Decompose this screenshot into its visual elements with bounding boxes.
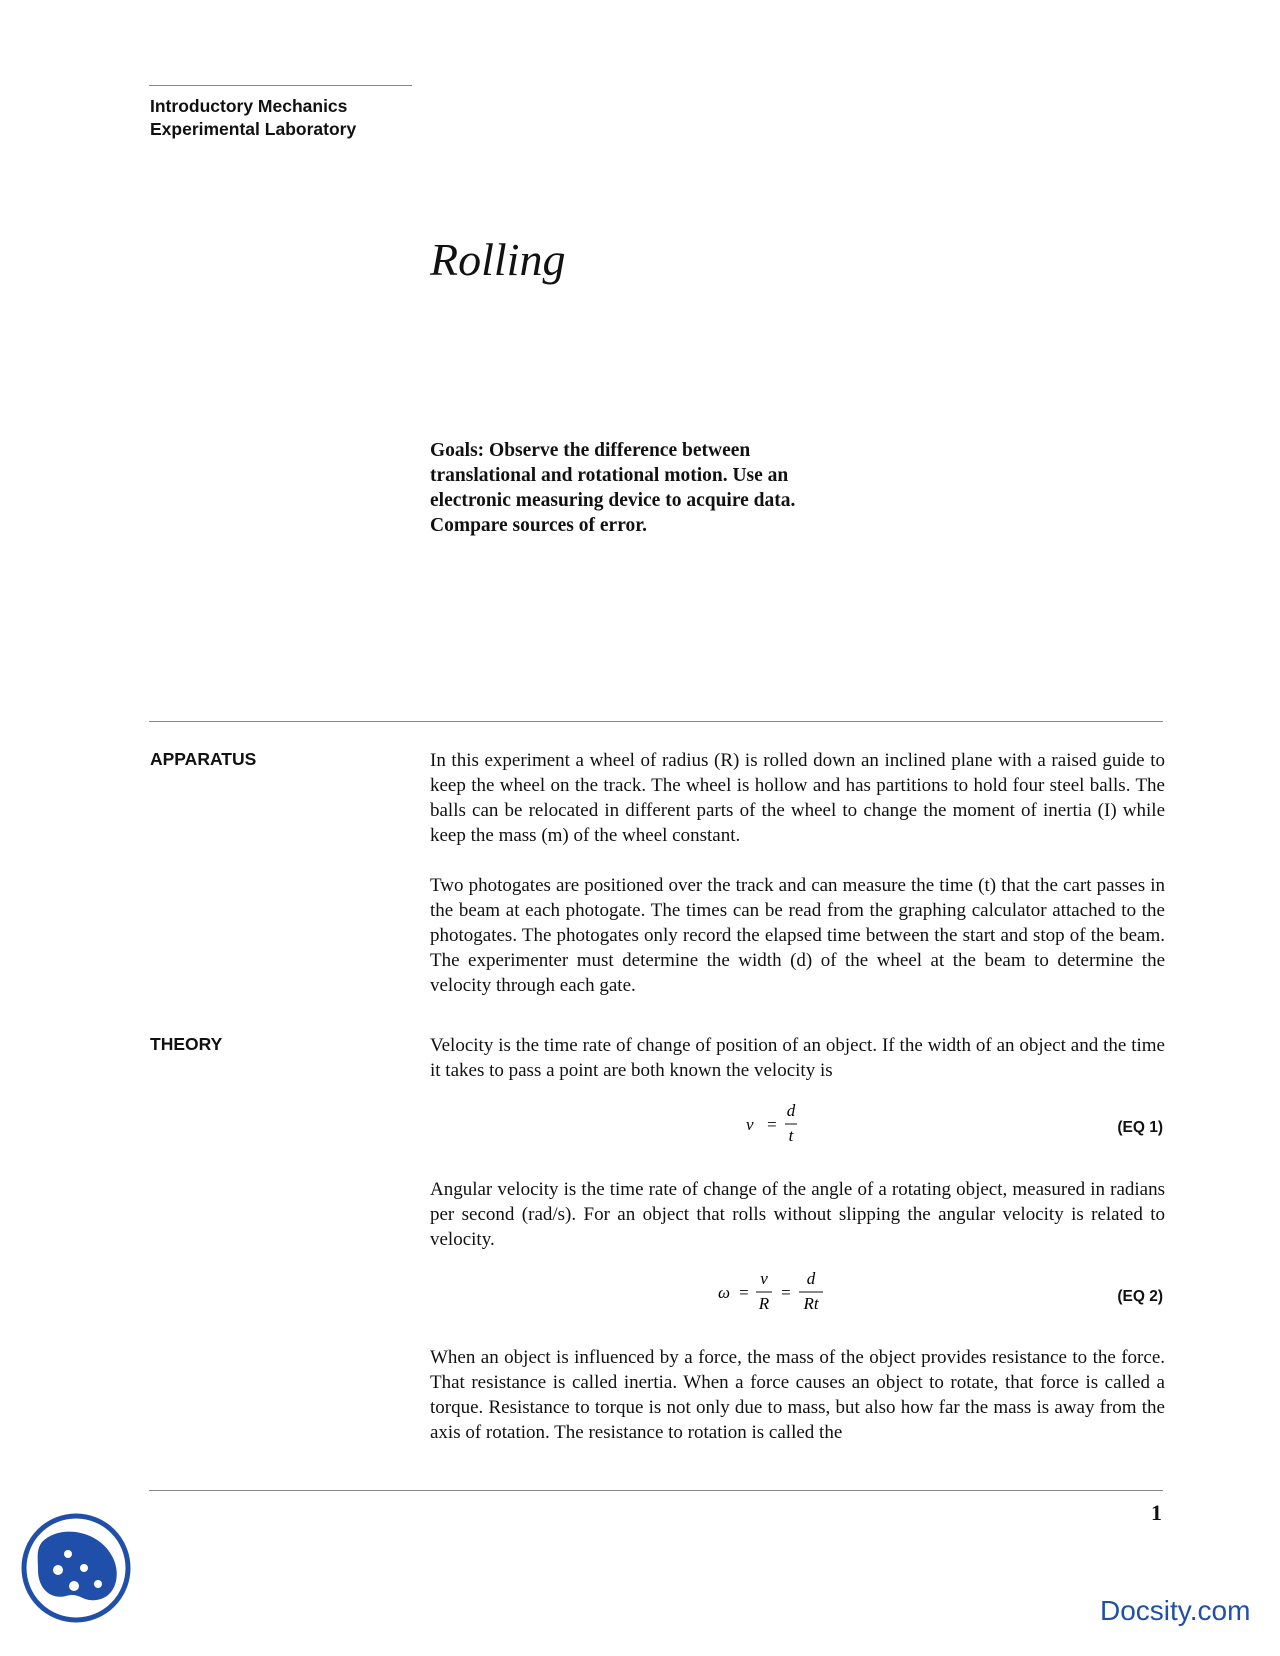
goals-text: Goals: Observe the difference between translational and rotational motion. Use an electronic measuring device to acquire data. Compare sources of error. bbox=[430, 440, 796, 536]
theory-paragraph-3: When an object is influenced by a force, the mass of the object provides resistance to the force. That resistance is called inertia. When a force causes an object to rotate, that force is called a torque. Resistance to torque is not only due to mass, but also how far the mass is away from the axis of rotation. The resistance to rotation is called the bbox=[430, 1347, 1165, 1443]
eq2-denominator-1: R bbox=[758, 1294, 770, 1313]
equation-2 bbox=[710, 1268, 840, 1320]
theory-paragraph-1: Velocity is the time rate of change of position of an object. If the width of an object and the time it takes to pass a point are both known the velocity is bbox=[430, 1035, 1165, 1081]
eq2-denominator-2: Rt bbox=[803, 1294, 819, 1313]
docsity-watermark[interactable]: Docsity.com bbox=[1100, 1595, 1251, 1626]
header-line-1: Introductory Mechanics bbox=[150, 96, 348, 116]
apparatus-paragraph-1: In this experiment a wheel of radius (R) is rolled down an inclined plane with a raised guide to keep the wheel on the track. The wheel is hollow and has partitions to hold four steel balls. The balls can be relocated in different parts of the wheel to change the moment of inertia (I) while keep the mass (m) of the wheel constant. bbox=[430, 750, 1165, 846]
page-number: 1 bbox=[1151, 1500, 1162, 1525]
theory-paragraph-2: Angular velocity is the time rate of change of the angle of a rotating object, measured in radians per second (rad/s). For an object that rolls without slipping the angular velocity is related to velocity. bbox=[430, 1179, 1165, 1250]
section-rule bbox=[149, 721, 1163, 722]
eq2-numerator-2: d bbox=[806, 1269, 816, 1288]
docsity-logo-icon bbox=[20, 1512, 132, 1624]
eq2-label: (EQ 2) bbox=[1117, 1288, 1163, 1305]
header-rule bbox=[149, 85, 412, 86]
lab-header bbox=[150, 95, 356, 141]
equation-1 bbox=[740, 1100, 810, 1152]
theory-heading: THEORY bbox=[150, 1034, 223, 1054]
eq1-numerator: d bbox=[786, 1101, 796, 1120]
eq2-equals-1: = bbox=[738, 1283, 750, 1302]
apparatus-paragraph-2: Two photogates are positioned over the track and can measure the time (t) that the cart passes in the beam at each photogate. The times can be read from the graphing calculator attached to the photogates. The photogates only record the elapsed time between the start and stop of the beam. The experimenter must determine the width (d) of the wheel at the beam to determine the velocity through each gate. bbox=[430, 875, 1165, 996]
header-line-2: Experimental Laboratory bbox=[150, 119, 357, 139]
eq1-label: (EQ 1) bbox=[1117, 1119, 1163, 1136]
eq2-numerator-1: v bbox=[760, 1269, 768, 1288]
eq2-lhs: ω bbox=[718, 1283, 731, 1302]
eq2-equals-2: = bbox=[780, 1283, 792, 1302]
document-title: Rolling bbox=[430, 234, 566, 285]
eq1-lhs: v bbox=[746, 1115, 754, 1134]
eq1-denominator: t bbox=[788, 1126, 794, 1145]
eq1-equals: = bbox=[766, 1115, 778, 1134]
apparatus-heading: APPARATUS bbox=[150, 749, 257, 769]
footer-rule bbox=[149, 1490, 1163, 1491]
